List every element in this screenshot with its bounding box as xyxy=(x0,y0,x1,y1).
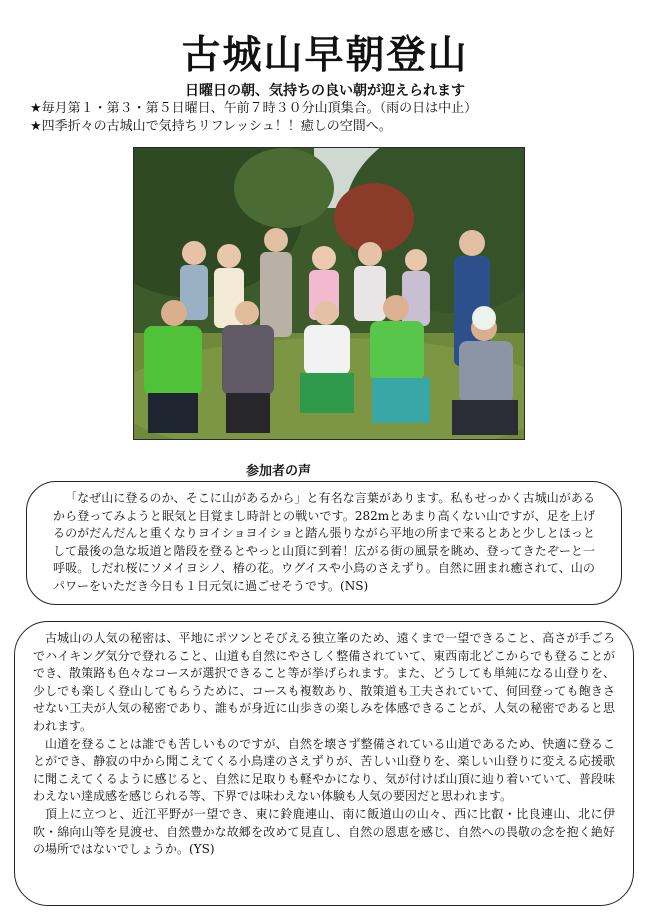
voice-paragraph-2: 山道を登ることは誰でも苦しいものですが、自然を壊さず整備されている山道であるため、快適に登ることができ、静寂の中から聞こえてくる小鳥達のさえずりが、苦しい山登りを、楽しい山登りに変える応援歌に聞こえてくるように感じると、自然に足取りも軽やかになり、気が付けば山頂に辿り着いていて、普段味わえない達成感を感じられる等、下界では味わえない体験も人気の要因だと思われます。 xyxy=(33,736,615,804)
voice-box-ys xyxy=(14,621,634,906)
subtitle: 日曜日の朝、気持ちの良い朝が迎えられます xyxy=(185,83,465,99)
page-title: 古城山早朝登山 xyxy=(181,33,469,78)
voice-paragraph-1: 古城山の人気の秘密は、平地にポツンとそびえる独立峯のため、遠くまで一望できること、高さが手ごろでハイキング気分で登れること、山道も自然にやさしく整備されていて、東西南北どこからでも登ることができ、散策路も色々なコースが選択できること等が挙げられます。また、どうしても単純になる山登りを、少しでも楽しく登山してもらうために、コースも複数あり、散策道も工夫されていて、何回登っても飽きさせない工夫が人気の秘密であり、誰もが身近に山歩きの楽しみを体感できることが、人気の秘密であると思われます。 xyxy=(33,631,615,733)
voices-heading: 参加者の声 xyxy=(246,464,312,479)
voice-paragraph-3: 頂上に立つと、近江平野が一望でき、東に鈴鹿連山、南に飯道山の山々、西に比叡・比良連山、北に伊吹・綿向山等を見渡せ、自然豊かな故郷を改めて見直し、自然の恩恵を感じ、自然への畏敬の念を抱く絶好の場所ではないでしょうか。(YS) xyxy=(33,806,615,857)
voice-box-ns xyxy=(26,481,622,605)
schedule-note: ★毎月第１・第３・第５日曜日、午前７時３０分山頂集合。（雨の日は中止） xyxy=(30,101,478,116)
refresh-note: ★四季折々の古城山で気持ちリフレッシュ！！癒しの空間へ。 xyxy=(30,119,392,134)
voice-text-ns: 「なぜ山に登るのか、そこに山があるから」と有名な言葉があります。私もせっかく古城山があるから登ってみようと眠気と目覚まし時計との戦いです。282mとあまり高くない山ですが、足を上げるのがだんだんと重くなりヨイショヨイショと踏ん張りながら平地の所まで来るとあと少しとほっとして最後の急な坂道と階段を登るとやっと山頂に到着！広がる街の風景を眺め、登ってきたぞーと一呼吸。しだれ桜にソメイヨシノ、椿の花。ウグイスや小鳥のさえずり。自然に囲まれ癒されて、山のパワーをいただき今日も１日元気に過ごせそうです。(NS) xyxy=(53,491,595,593)
group-photo xyxy=(133,147,525,440)
